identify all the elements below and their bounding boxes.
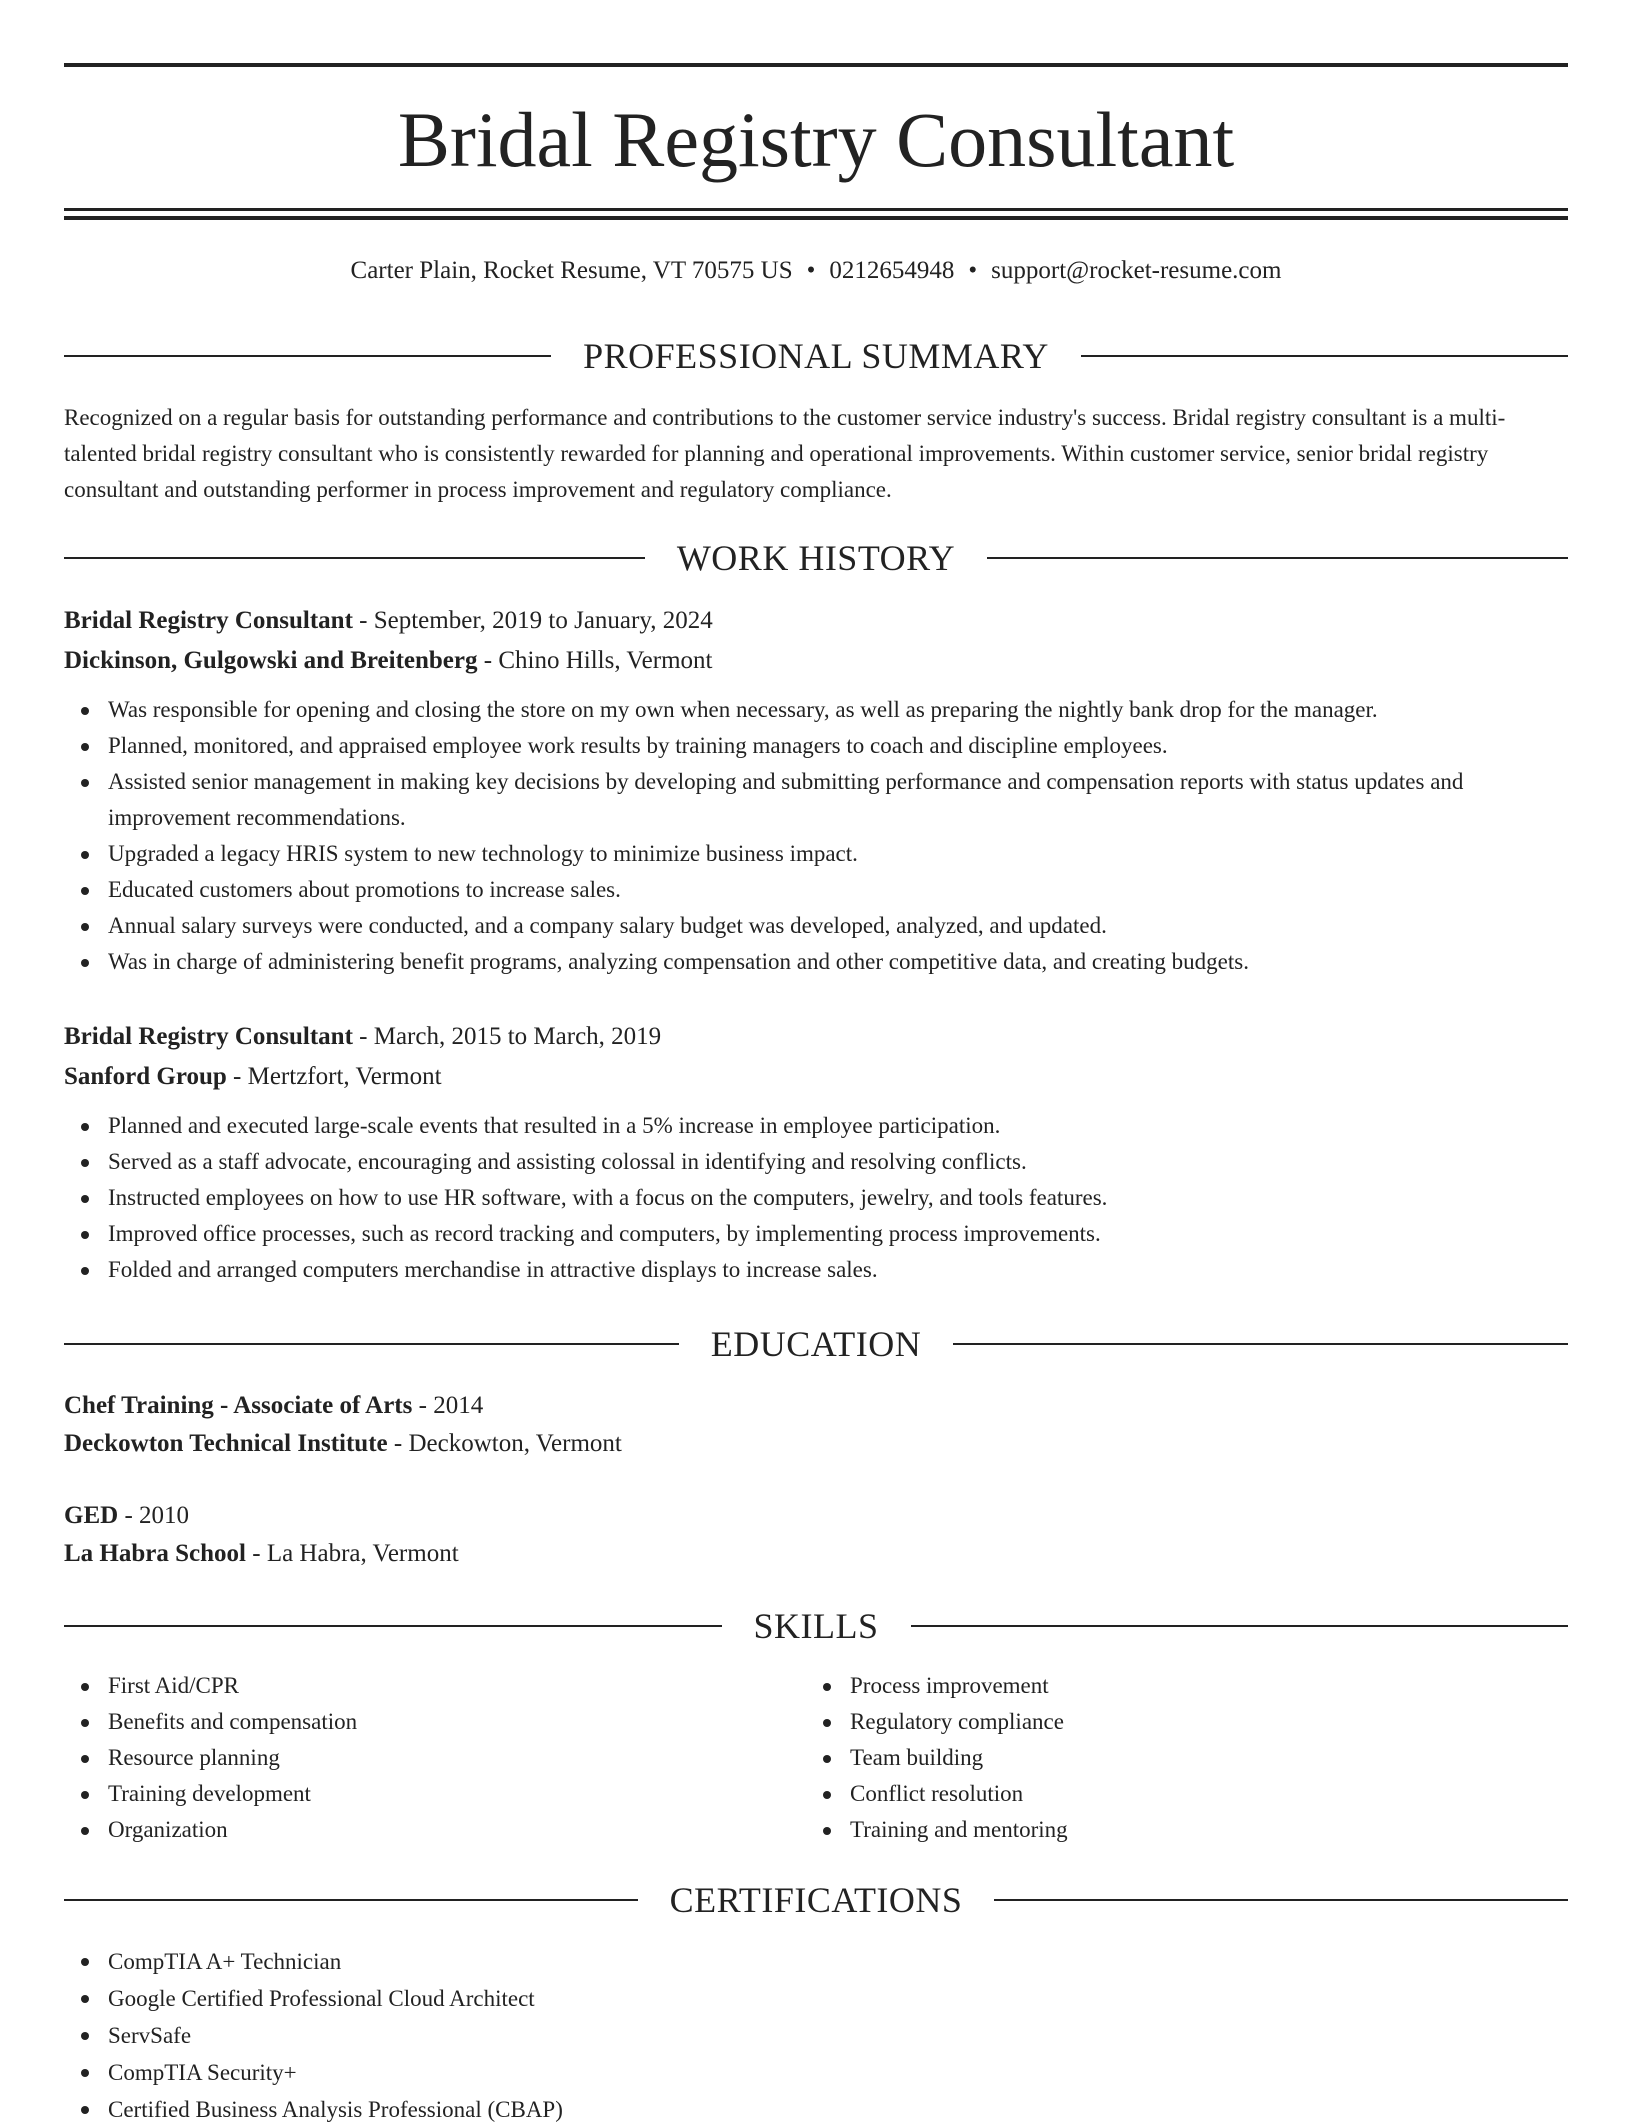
list-item: Instructed employees on how to use HR software, with a focus on the computers, jewelry, and tools features. (108, 1180, 1568, 1216)
education-year: 2014 (433, 1392, 484, 1419)
section-rule-left (64, 1625, 722, 1627)
contact-email: support@rocket-resume.com (991, 257, 1282, 284)
education-degree-line: Chef Training - Associate of Arts - 2014 (64, 1392, 484, 1419)
education-year: 2010 (139, 1502, 190, 1529)
list-item: ServSafe (108, 2017, 1568, 2054)
list-item: Training and mentoring (850, 1812, 1548, 1848)
job-company-line: Dickinson, Gulgowski and Breitenberg - Chino Hills, Vermont (64, 647, 713, 674)
list-item: Training development (108, 1776, 806, 1812)
list-item: Google Certified Professional Cloud Architect (108, 1980, 1568, 2017)
job-company: Dickinson, Gulgowski and Breitenberg (64, 647, 478, 674)
section-rule-left (64, 355, 551, 357)
contact-separator: • (968, 257, 978, 284)
job-title: Bridal Registry Consultant (64, 1023, 353, 1050)
list-item: Improved office processes, such as record tracking and computers, by implementing process improvements. (108, 1216, 1568, 1252)
list-item: Served as a staff advocate, encouraging and assisting colossal in identifying and resolving conflicts. (108, 1144, 1568, 1180)
list-item: Planned and executed large-scale events that resulted in a 5% increase in employee participation. (108, 1108, 1568, 1144)
job-bullets (64, 692, 1568, 980)
education-entry (64, 1497, 1568, 1573)
job-entry (64, 601, 1568, 980)
section-rule-right (1081, 355, 1568, 357)
list-item: Benefits and compensation (108, 1704, 806, 1740)
job-title-line: Bridal Registry Consultant - March, 2015 to March, 2019 (64, 1023, 662, 1050)
header-bottom-rule-thin (64, 208, 1568, 211)
list-item: Educated customers about promotions to increase sales. (108, 872, 1568, 908)
summary-text: Recognized on a regular basis for outstanding performance and contributions to the customer service industry's success. Bridal registry consultant is a multi-talented bridal registry consultant who is consistently rewarded for planning and operational improvements. Within customer service, senior bridal registry consultant and outstanding performer in process improvement and regulatory compliance. (64, 405, 1506, 502)
job-title: Bridal Registry Consultant (64, 607, 353, 634)
education-entry (64, 1387, 1568, 1463)
job-company: Sanford Group (64, 1063, 227, 1090)
job-location: Mertzfort, Vermont (247, 1063, 442, 1090)
list-item: CompTIA A+ Technician (108, 1943, 1568, 1980)
header-top-rule (64, 63, 1568, 67)
contact-address: Carter Plain, Rocket Resume, VT 70575 US (350, 257, 793, 284)
section-rule-right (911, 1625, 1569, 1627)
section-title: EDUCATION (710, 1324, 922, 1364)
list-item: Process improvement (850, 1668, 1548, 1704)
list-item: Folded and arranged computers merchandise in attractive displays to increase sales. (108, 1252, 1568, 1288)
list-item: Was in charge of administering benefit programs, analyzing compensation and other competitive data, and creating budgets. (108, 944, 1568, 980)
job-entry (64, 1017, 1568, 1288)
education-school-line: La Habra School - La Habra, Vermont (64, 1540, 459, 1567)
section-title: CERTIFICATIONS (669, 1880, 963, 1920)
contact-line (64, 254, 1568, 288)
section-rule-right (987, 557, 1568, 559)
contact-separator: • (806, 257, 816, 284)
list-item: Was responsible for opening and closing the store on my own when necessary, as well as preparing the nightly bank drop for the manager. (108, 692, 1568, 728)
list-item: Certified Business Analysis Professional (CBAP) (108, 2091, 1568, 2128)
skills-list (64, 1668, 1568, 1848)
section-rule-right (994, 1899, 1568, 1901)
education-location: La Habra, Vermont (266, 1540, 459, 1567)
skills-column-right (806, 1668, 1548, 1848)
job-location: Chino Hills, Vermont (498, 647, 713, 674)
section-rule-left (64, 557, 645, 559)
section-rule-right (953, 1343, 1568, 1345)
header-bottom-rule-thick (64, 216, 1568, 220)
job-title-line: Bridal Registry Consultant - September, 2019 to January, 2024 (64, 607, 713, 634)
list-item: First Aid/CPR (108, 1668, 806, 1704)
list-item: Team building (850, 1740, 1548, 1776)
section-rule-left (64, 1343, 679, 1345)
resume-title: Bridal Registry Consultant (397, 96, 1235, 183)
section-header-skills (64, 1604, 1568, 1648)
list-item: Annual salary surveys were conducted, and a company salary budget was developed, analyzed, and updated. (108, 908, 1568, 944)
job-company-line: Sanford Group - Mertzfort, Vermont (64, 1063, 442, 1090)
list-item: Assisted senior management in making key decisions by developing and submitting performance and compensation reports with status updates and improvement recommendations. (108, 764, 1568, 836)
section-header-education (64, 1322, 1568, 1366)
education-school: La Habra School (64, 1540, 246, 1567)
education-school-line: Deckowton Technical Institute - Deckowton, Vermont (64, 1430, 622, 1457)
certifications-list (64, 1943, 1568, 2128)
list-item: Organization (108, 1812, 806, 1848)
skills-column-left (64, 1668, 806, 1848)
education-degree-line: GED - 2010 (64, 1502, 190, 1529)
job-dates: March, 2015 to March, 2019 (373, 1023, 662, 1050)
section-title: SKILLS (753, 1606, 879, 1646)
contact-phone: 0212654948 (829, 257, 955, 284)
list-item: Conflict resolution (850, 1776, 1548, 1812)
section-rule-left (64, 1899, 638, 1901)
job-bullets (64, 1108, 1568, 1288)
list-item: CompTIA Security+ (108, 2054, 1568, 2091)
list-item: Planned, monitored, and appraised employee work results by training managers to coach and discipline employees. (108, 728, 1568, 764)
list-item: Resource planning (108, 1740, 806, 1776)
section-title: WORK HISTORY (676, 538, 956, 578)
section-header-certifications (64, 1878, 1568, 1922)
list-item: Regulatory compliance (850, 1704, 1548, 1740)
education-degree: GED (64, 1502, 119, 1529)
section-header-summary (64, 334, 1568, 378)
section-header-work (64, 536, 1568, 580)
education-degree: Chef Training - Associate of Arts (64, 1392, 413, 1419)
education-school: Deckowton Technical Institute (64, 1430, 388, 1457)
job-dates: September, 2019 to January, 2024 (373, 607, 713, 634)
education-location: Deckowton, Vermont (408, 1430, 622, 1457)
section-title: PROFESSIONAL SUMMARY (583, 336, 1049, 376)
list-item: Upgraded a legacy HRIS system to new technology to minimize business impact. (108, 836, 1568, 872)
